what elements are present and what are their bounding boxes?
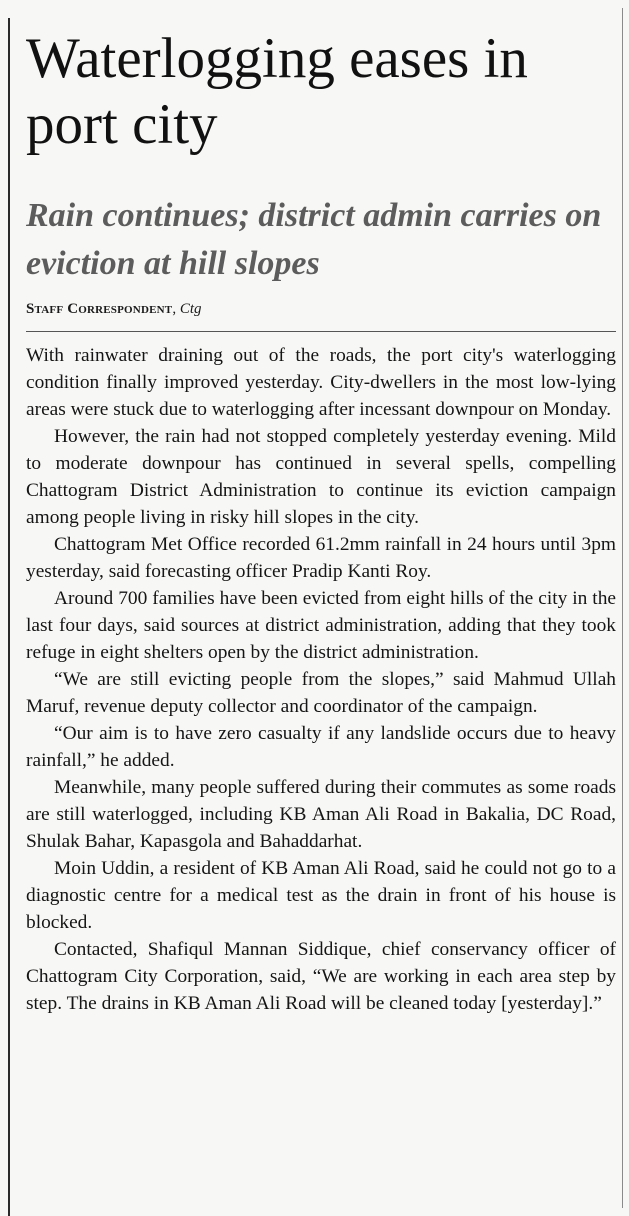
body-paragraph: Meanwhile, many people suffered during their commutes as some roads are still waterlogged, including KB Aman Ali Road in Bakalia, DC Road, Shulak Bahar, Kapasgola and Bahaddarhat. — [26, 777, 616, 852]
article-body — [26, 342, 616, 1017]
article-headline: Waterlogging eases in port city — [26, 27, 528, 156]
body-paragraph: With rainwater draining out of the roads, the port city's waterlogging condition finally improved yesterday. City-dwellers in the most low-lying areas were stuck due to waterlogging after incessant downpour on Monday. — [26, 345, 616, 420]
byline-author: Staff Correspondent — [26, 301, 173, 317]
article-subheadline: Rain continues; district admin carries on eviction at hill slopes — [26, 197, 602, 282]
byline-location: Ctg — [179, 301, 202, 317]
column-rule-right — [622, 8, 623, 1208]
article-byline: Staff Correspondent, Ctg — [26, 301, 202, 317]
column-rule-left — [8, 18, 10, 1216]
body-paragraph: Around 700 families have been evicted from eight hills of the city in the last four days, said sources at district administration, adding that they took refuge in eight shelters open by the district administration. — [26, 588, 616, 663]
body-paragraph: Contacted, Shafiqul Mannan Siddique, chief conservancy officer of Chattogram City Corporation, said, “We are working in each area step by step. The drains in KB Aman Ali Road will be cleaned today [yesterday].” — [26, 939, 616, 1014]
byline-divider — [26, 331, 616, 332]
body-paragraph: Chattogram Met Office recorded 61.2mm rainfall in 24 hours until 3pm yesterday, said forecasting officer Pradip Kanti Roy. — [26, 534, 616, 582]
body-paragraph: “Our aim is to have zero casualty if any landslide occurs due to heavy rainfall,” he added. — [26, 723, 616, 771]
body-paragraph: “We are still evicting people from the slopes,” said Mahmud Ullah Maruf, revenue deputy collector and coordinator of the campaign. — [26, 669, 616, 717]
body-paragraph: Moin Uddin, a resident of KB Aman Ali Road, said he could not go to a diagnostic centre for a medical test as the drain in front of his house is blocked. — [26, 858, 616, 933]
body-paragraph: However, the rain had not stopped completely yesterday evening. Mild to moderate downpour has continued in several spells, compelling Chattogram District Administration to continue its eviction campaign among people living in risky hill slopes in the city. — [26, 426, 616, 528]
